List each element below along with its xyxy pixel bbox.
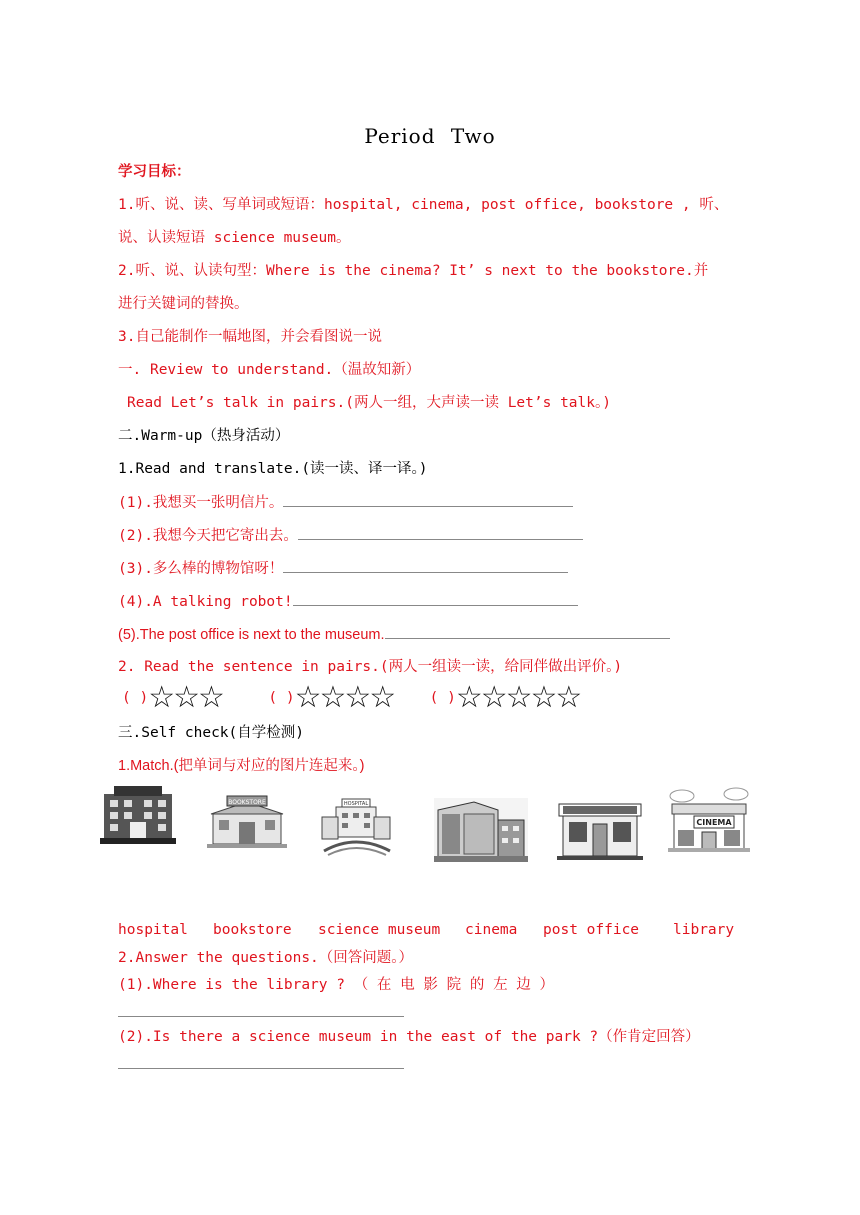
library-building-icon [100, 780, 176, 848]
science-museum-building-icon [434, 798, 528, 862]
match-task: 1.Match.(把单词与对应的图片连起来。) [118, 758, 365, 774]
review-line: Read Let’s talk in pairs.(两人一组，大声读一读 Let’s talk。) [127, 395, 611, 411]
three-stars-icon: ☆☆☆ [148, 680, 223, 715]
svg-text:CINEMA: CINEMA [696, 818, 732, 827]
cinema-building-icon [664, 786, 754, 856]
answer-blank-1[interactable] [283, 492, 573, 507]
warmup-heading: 二.Warm-up（热身活动） [118, 428, 290, 444]
goals-heading: 学习目标： [118, 164, 191, 180]
hospital-building-icon [318, 795, 396, 857]
match-word-science-museum[interactable]: science museum [318, 922, 441, 938]
match-word-post-office[interactable]: post office [543, 922, 640, 938]
translate-item-2: (2).我想今天把它寄出去。 [118, 525, 583, 546]
page-title: Period Two [364, 124, 496, 148]
rating-row [122, 680, 581, 715]
svg-text:BOOKSTORE: BOOKSTORE [228, 799, 266, 806]
bookstore-building-icon [205, 792, 289, 850]
rating-paren-3[interactable]: ( ) [429, 690, 456, 706]
four-stars-icon: ☆☆☆☆ [294, 680, 395, 715]
match-word-bookstore[interactable]: bookstore [213, 922, 292, 938]
pair-reading-task: 2. Read the sentence in pairs.(两人一组读一读，给同伴做出评价。) [118, 659, 623, 675]
goal-2-line-a: 2.听、说、认读句型：Where is the cinema? It’ s next to the bookstore.并 [118, 263, 709, 279]
goal-3: 3.自己能制作一幅地图，并会看图说一说 [118, 329, 382, 345]
translate-item-5: (5).The post office is next to the museum. [118, 624, 670, 645]
answer-line-1[interactable] [118, 1016, 404, 1017]
answer-blank-2[interactable] [298, 525, 583, 540]
answer-blank-3[interactable] [283, 558, 568, 573]
translate-item-3: (3).多么棒的博物馆呀！ [118, 558, 568, 579]
rating-paren-2[interactable]: ( ) [268, 690, 295, 706]
answer-line-2[interactable] [118, 1068, 404, 1069]
answer-blank-4[interactable] [293, 591, 578, 606]
selfcheck-heading: 三.Self check(自学检测) [118, 725, 304, 741]
match-word-hospital[interactable]: hospital [118, 922, 188, 938]
goal-1-line-b: 说、认读短语 science museum。 [118, 230, 351, 246]
five-stars-icon: ☆☆☆☆☆ [455, 680, 581, 715]
answer-blank-5[interactable] [385, 624, 670, 639]
rating-paren-1[interactable]: ( ) [122, 690, 149, 706]
question-2: (2).Is there a science museum in the east of the park ?（作肯定回答） [118, 1029, 700, 1045]
goal-1-line-a: 1.听、说、读、写单词或短语：hospital, cinema, post office, bookstore , 听、 [118, 197, 729, 213]
post-office-building-icon [557, 800, 643, 860]
svg-text:HOSPITAL: HOSPITAL [343, 801, 369, 807]
question-1: (1).Where is the library ? （ 在 电 影 院 的 左 边 ） [118, 977, 555, 993]
goal-2-line-b: 进行关键词的替换。 [118, 296, 249, 312]
translate-item-1: (1).我想买一张明信片。 [118, 492, 573, 513]
read-translate-task: 1.Read and translate.(读一读、译一译。) [118, 461, 428, 477]
match-word-library[interactable]: library [673, 922, 735, 938]
review-heading: 一. Review to understand.（温故知新） [118, 362, 421, 378]
match-word-cinema[interactable]: cinema [465, 922, 518, 938]
translate-item-4: (4).A talking robot! [118, 591, 578, 612]
answer-questions-task: 2.Answer the questions.（回答问题。） [118, 950, 414, 966]
